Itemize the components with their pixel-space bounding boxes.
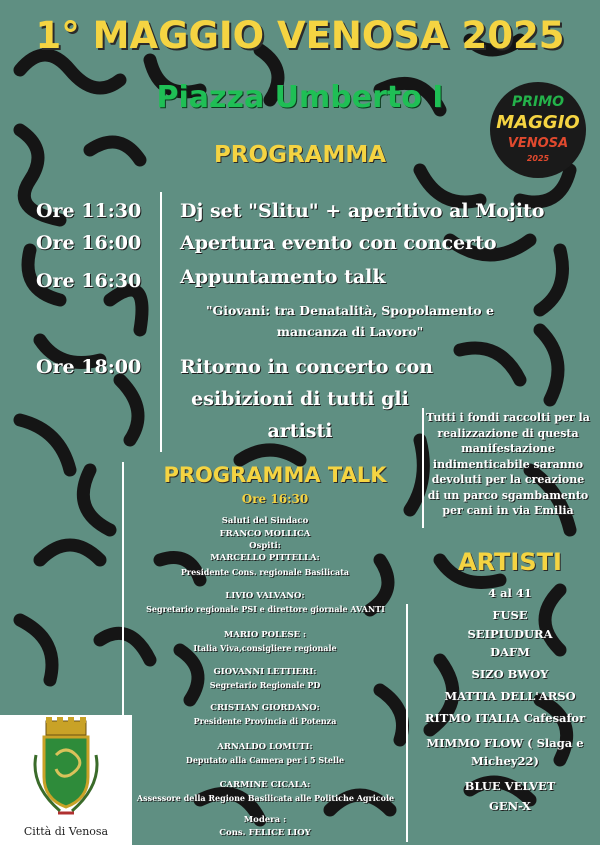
schedule-time: Ore 16:30 bbox=[36, 270, 142, 292]
artist-name: Michey22) bbox=[471, 754, 539, 768]
schedule-activity: Dj set "Slitu" + aperitivo al Mojito bbox=[180, 200, 545, 222]
schedule-time: Ore 18:00 bbox=[36, 356, 142, 378]
primo-maggio-logo bbox=[490, 82, 586, 178]
artist-name: DAFM bbox=[490, 645, 530, 659]
schedule-time: Ore 11:30 bbox=[36, 200, 142, 222]
crest-label: Città di Venosa bbox=[23, 825, 109, 838]
artist-name: FUSE bbox=[492, 608, 528, 622]
talk-line: Ospiti: bbox=[249, 541, 281, 551]
artist-name: MATTIA DELL'ARSO bbox=[444, 689, 576, 703]
artist-name: SEIPIUDURA bbox=[467, 627, 553, 641]
logo-line-venosa: VENOSA bbox=[507, 136, 569, 151]
talk-line: CARMINE CICALA: bbox=[219, 780, 311, 790]
logo-line-primo: PRIMO bbox=[511, 94, 565, 110]
artisti-heading: ARTISTI bbox=[458, 548, 562, 576]
talk-line: MARIO POLESE : bbox=[223, 630, 307, 640]
talk-line: MARCELLO PITTELLA: bbox=[210, 553, 320, 563]
artist-name: 4 al 41 bbox=[488, 586, 532, 600]
logo-line-maggio: MAGGIO bbox=[496, 112, 580, 133]
talk-line: LIVIO VALVANO: bbox=[225, 591, 305, 601]
talk-theme: mancanza di Lavoro" bbox=[276, 324, 424, 339]
talk-theme: "Giovani: tra Denatalità, Spopolamento e bbox=[206, 303, 494, 318]
logo-line-year: 2025 bbox=[526, 154, 550, 163]
talk-line: Saluti del Sindaco bbox=[221, 516, 309, 526]
artist-name: SIZO BWOY bbox=[471, 667, 549, 681]
artist-name: GEN-X bbox=[489, 799, 531, 813]
talk-heading: PROGRAMMA TALK bbox=[163, 463, 387, 487]
talk-line: Cons. FELICE LIOY bbox=[219, 828, 311, 838]
talk-line: Presidente Provincia di Potenza bbox=[193, 716, 337, 726]
venue-label: Piazza Umberto I bbox=[156, 80, 444, 115]
schedule-activity: esibizioni di tutti gli bbox=[191, 388, 409, 410]
fundraising-note: Tutti i fondi raccolti per la realizzazione di questa manifestazione indimenticabile saranno devoluti per la creazione di un parco sgambamento per cani in via Emilia bbox=[426, 411, 590, 517]
talk-line: CRISTIAN GIORDANO: bbox=[210, 703, 320, 713]
schedule-divider bbox=[160, 192, 162, 452]
talk-line: Modera : bbox=[243, 815, 287, 825]
talk-line: Assessore della Regione Basilicata alle Politiche Agricole bbox=[136, 793, 395, 803]
talk-line: GIOVANNI LETTIERI: bbox=[213, 667, 317, 677]
artist-name: BLUE VELVET bbox=[464, 779, 556, 793]
schedule-activity: artisti bbox=[267, 420, 333, 442]
venosa-crest-icon bbox=[0, 715, 132, 825]
talk-line: Segretario regionale PSI e direttore giornale AVANTI bbox=[146, 604, 385, 614]
talk-line: Segretario Regionale PD bbox=[209, 680, 321, 690]
talk-line: FRANCO MOLLICA bbox=[219, 529, 311, 539]
talk-line: ARNALDO LOMUTI: bbox=[217, 742, 313, 752]
programma-heading: PROGRAMMA bbox=[213, 142, 387, 168]
talk-time: Ore 16:30 bbox=[241, 492, 309, 506]
artist-name: RITMO ITALIA Cafesafor bbox=[424, 711, 586, 725]
schedule-activity: Appuntamento talk bbox=[180, 266, 386, 288]
talk-line: Deputato alla Camera per i 5 Stelle bbox=[185, 755, 345, 765]
city-crest-panel bbox=[0, 715, 132, 845]
artist-name: MIMMO FLOW ( Slaga e bbox=[426, 736, 584, 750]
talk-line: Italia Viva,consigliere regionale bbox=[193, 643, 337, 653]
schedule-activity: Apertura evento con concerto bbox=[180, 232, 497, 254]
fondi-divider bbox=[422, 408, 424, 528]
schedule-activity: Ritorno in concerto con bbox=[180, 356, 434, 378]
event-title: 1° MAGGIO VENOSA 2025 bbox=[35, 14, 565, 57]
schedule-time: Ore 16:00 bbox=[36, 232, 142, 254]
talk-line: Presidente Cons. regionale Basilicata bbox=[180, 567, 350, 577]
talk-divider-right bbox=[406, 604, 408, 842]
